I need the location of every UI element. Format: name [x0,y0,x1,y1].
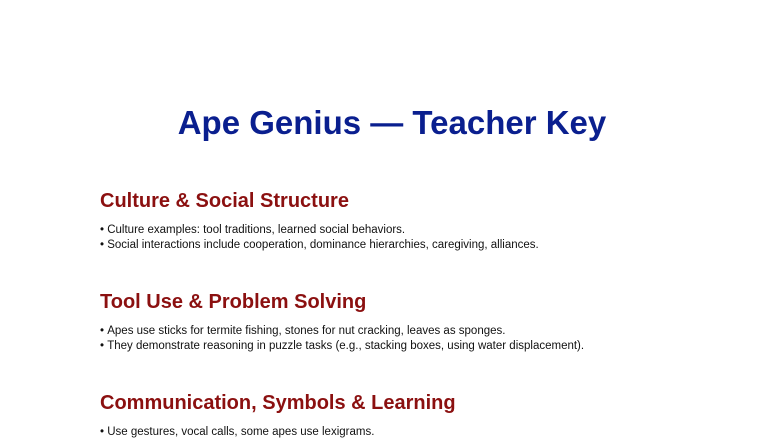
section-culture-social-structure [100,189,760,252]
bullet-list [100,425,760,440]
bullet-item: • Use gestures, vocal calls, some apes use lexigrams. [100,425,760,440]
bullet-list [100,324,760,353]
section-communication-symbols-learning [100,391,760,440]
bullet-item: • Culture examples: tool traditions, learned social behaviors. [100,223,760,238]
section-heading: Culture & Social Structure [100,190,349,212]
section-heading: Communication, Symbols & Learning [100,392,456,414]
document-title: Ape Genius — Teacher Key [177,104,607,141]
section-heading: Tool Use & Problem Solving [100,291,367,313]
bullet-item: • They demonstrate reasoning in puzzle tasks (e.g., stacking boxes, using water displacement). [100,339,760,354]
bullet-item: • Apes use sticks for termite fishing, stones for nut cracking, leaves as sponges. [100,324,760,339]
section-tool-use-problem-solving [100,290,760,353]
bullet-item: • Social interactions include cooperation, dominance hierarchies, caregiving, alliances. [100,238,760,253]
bullet-list [100,223,760,252]
